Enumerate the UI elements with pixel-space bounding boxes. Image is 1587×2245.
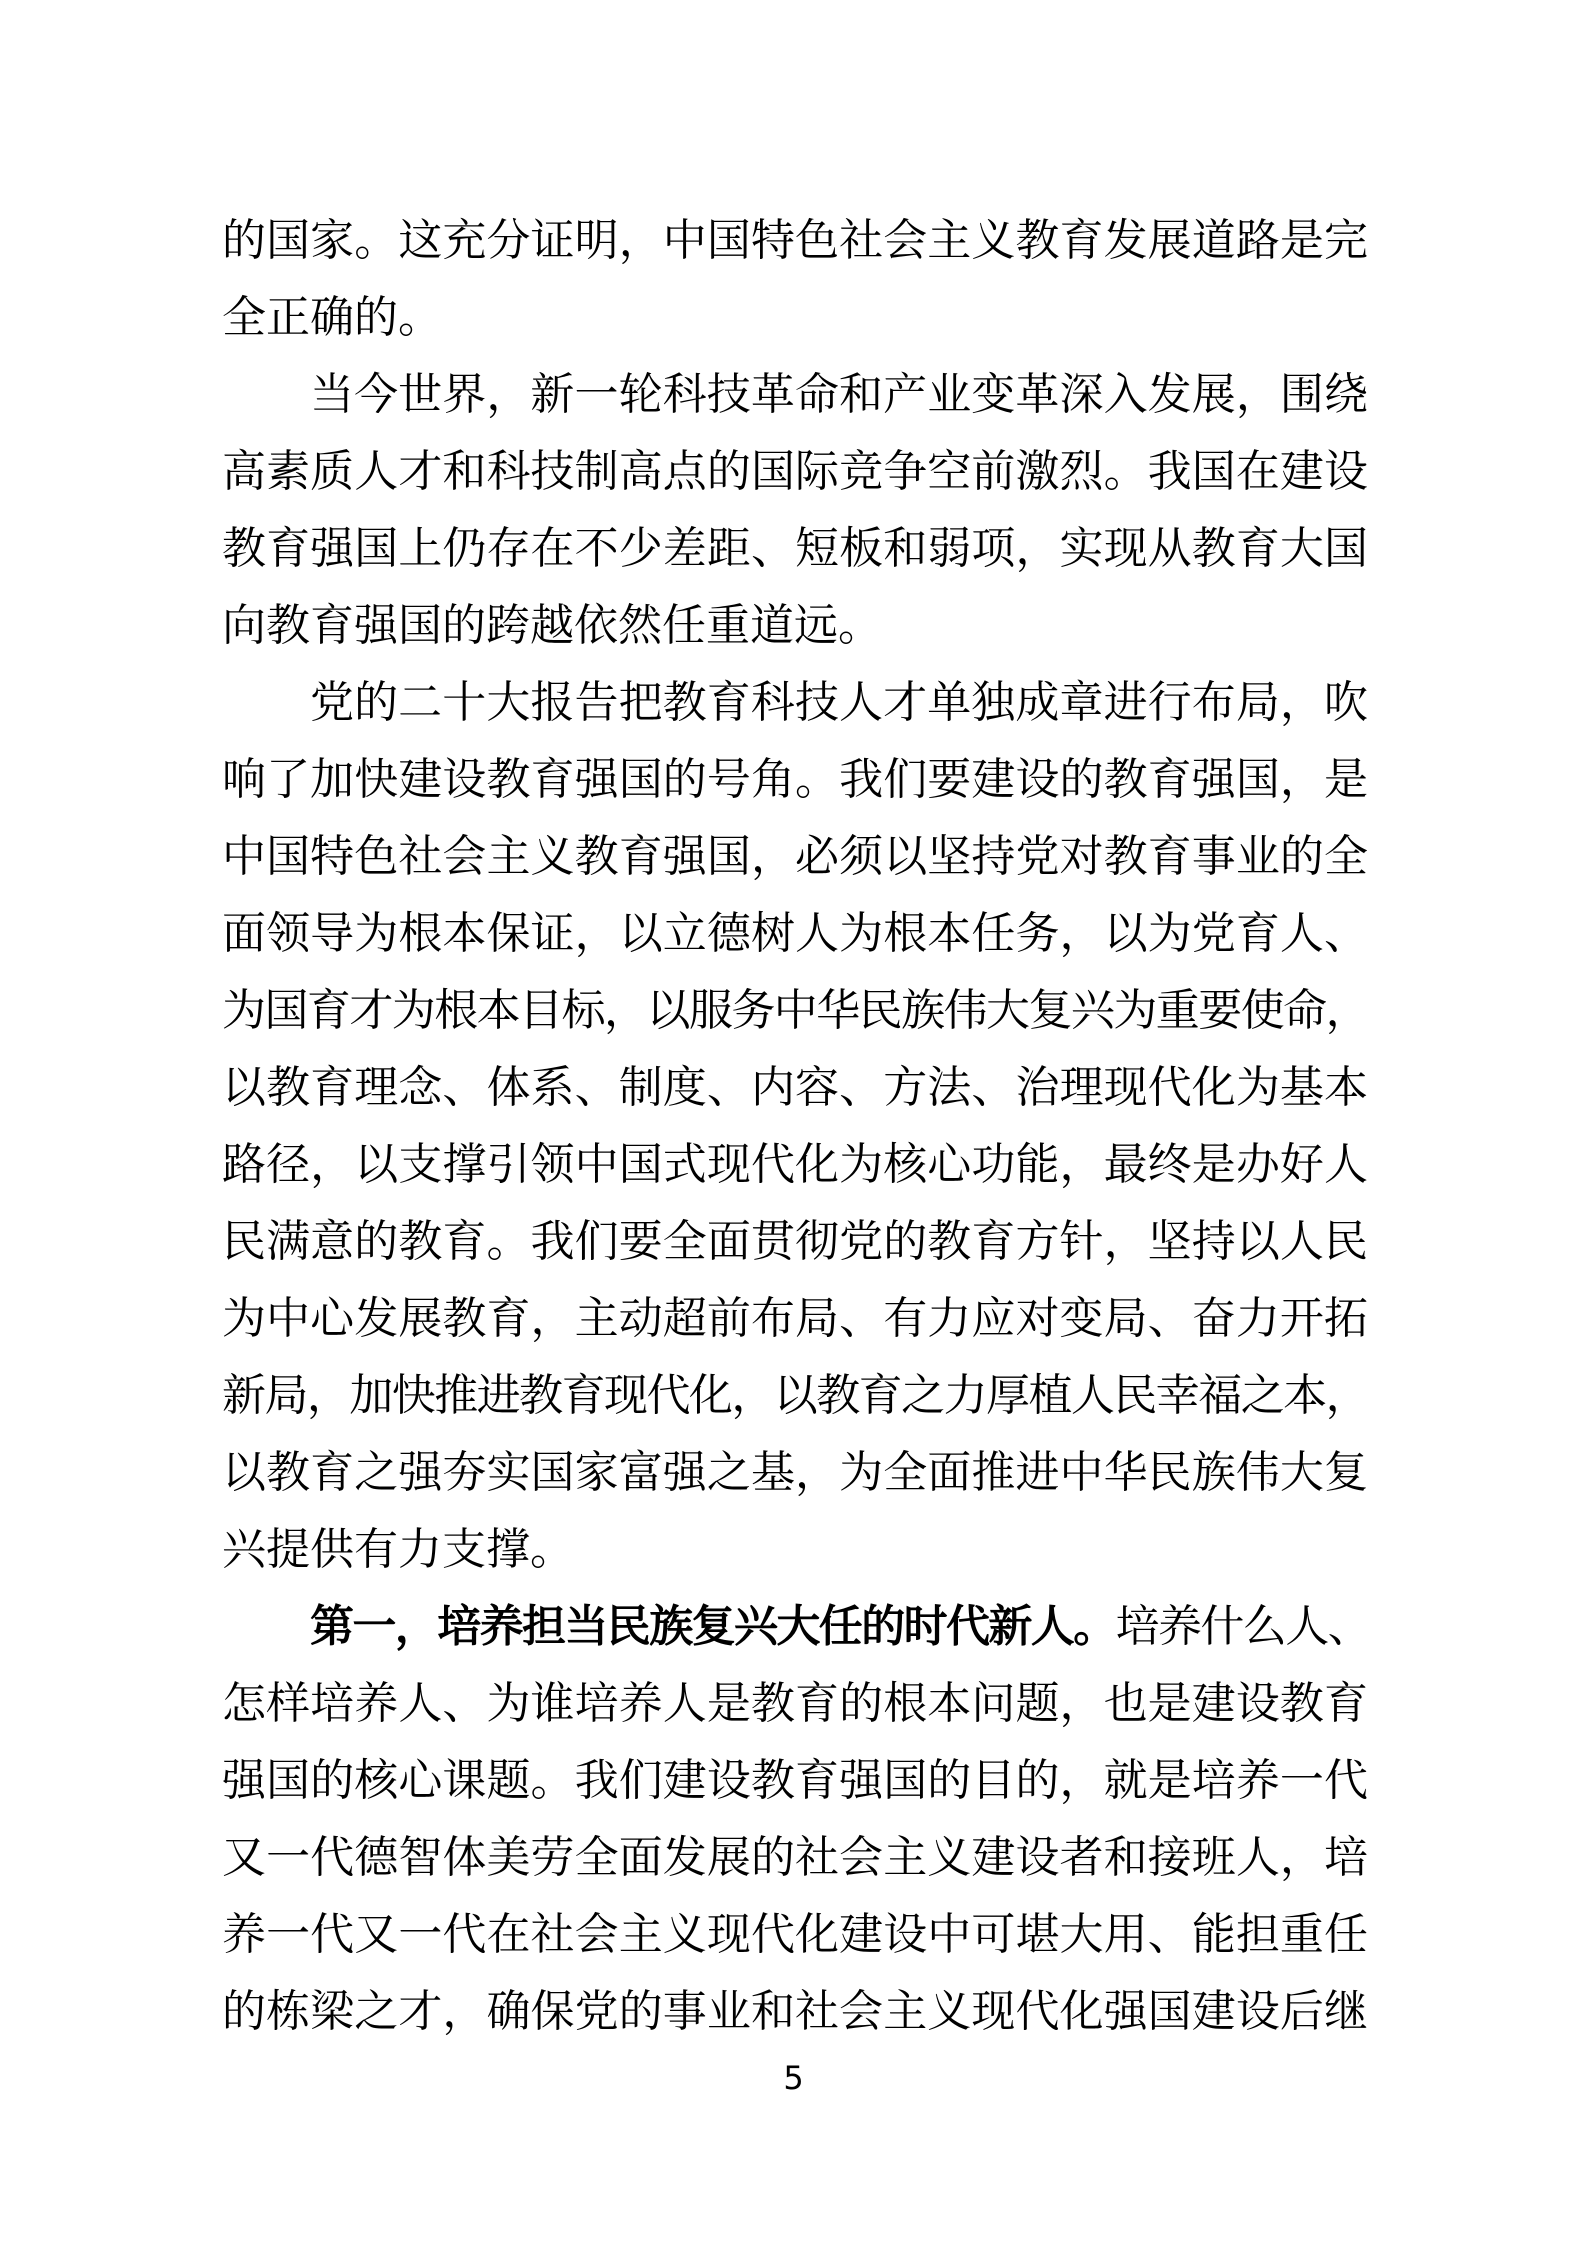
page-number: 5 [783,2059,804,2097]
text-line [222,664,1368,741]
text-run: 兴提供有力支撑。 [222,1524,574,1575]
text-run: 党的二十大报告把教育科技人才单独成章进行布局，吹 [310,677,1368,728]
text-run: 的国家。这充分证明，中国特色社会主义教育发展道路是完 [222,215,1368,266]
text-line [222,1588,1371,1665]
text-run: 强国的核心课题。我们建设教育强国的目的，就是培养一代 [222,1755,1368,1806]
text-line [222,1511,1368,1588]
text-run: 又一代德智体美劳全面发展的社会主义建设者和接班人，培 [222,1832,1368,1883]
text-run: 中国特色社会主义教育强国，必须以坚持党对教育事业的全 [222,831,1368,882]
text-run: 新局，加快推进教育现代化，以教育之力厚植人民幸福之本， [222,1370,1368,1421]
text-line [222,202,1368,279]
text-run: 怎样培养人、为谁培养人是教育的根本问题，也是建设教育 [222,1678,1368,1729]
text-line [222,1357,1368,1434]
text-line [222,895,1368,972]
text-line [222,972,1368,1049]
text-run: 的栋梁之才，确保党的事业和社会主义现代化强国建设后继 [222,1986,1368,2037]
text-line [222,1126,1368,1203]
text-run: 教育强国上仍存在不少差距、短板和弱项，实现从教育大国 [222,523,1368,574]
text-line [222,1203,1368,1280]
text-run: 面领导为根本保证，以立德树人为根本任务，以为党育人、 [222,908,1368,959]
text-run: 路径，以支撑引领中国式现代化为核心功能，最终是办好人 [222,1139,1368,1190]
text-line [222,1665,1368,1742]
text-line [222,1973,1368,2050]
text-line [222,1896,1368,1973]
text-run: 以教育之强夯实国家富强之基，为全面推进中华民族伟大复 [222,1447,1368,1498]
text-line [222,587,1368,664]
text-line [222,1049,1368,1126]
text-run: 向教育强国的跨越依然任重道远。 [222,600,882,651]
text-line [222,433,1368,510]
text-line [222,741,1368,818]
text-line [222,818,1368,895]
text-run: 民满意的教育。我们要全面贯彻党的教育方针，坚持以人民 [222,1216,1368,1267]
text-line [222,279,1368,356]
body-text [222,202,1371,2050]
text-line [222,1819,1368,1896]
text-line [222,356,1368,433]
text-line [222,1434,1368,1511]
text-run: 高素质人才和科技制高点的国际竞争空前激烈。我国在建设 [222,446,1368,497]
text-run: 培养什么人、 [1115,1601,1371,1652]
text-run: 为中心发展教育，主动超前布局、有力应对变局、奋力开拓 [222,1293,1368,1344]
text-line [222,510,1368,587]
text-run: 当今世界，新一轮科技革命和产业变革深入发展，围绕 [310,369,1368,420]
text-run: 全正确的。 [222,292,442,343]
text-run: 以教育理念、体系、制度、内容、方法、治理现代化为基本 [222,1062,1368,1113]
text-run: 养一代又一代在社会主义现代化建设中可堪大用、能担重任 [222,1909,1368,1960]
text-line [222,1742,1368,1819]
text-run: 响了加快建设教育强国的号角。我们要建设的教育强国，是 [222,754,1368,805]
text-line [222,1280,1368,1357]
text-run: 为国育才为根本目标，以服务中华民族伟大复兴为重要使命， [222,985,1368,1036]
bold-text-run: 第一，培养担当民族复兴大任的时代新人。 [310,1601,1116,1652]
